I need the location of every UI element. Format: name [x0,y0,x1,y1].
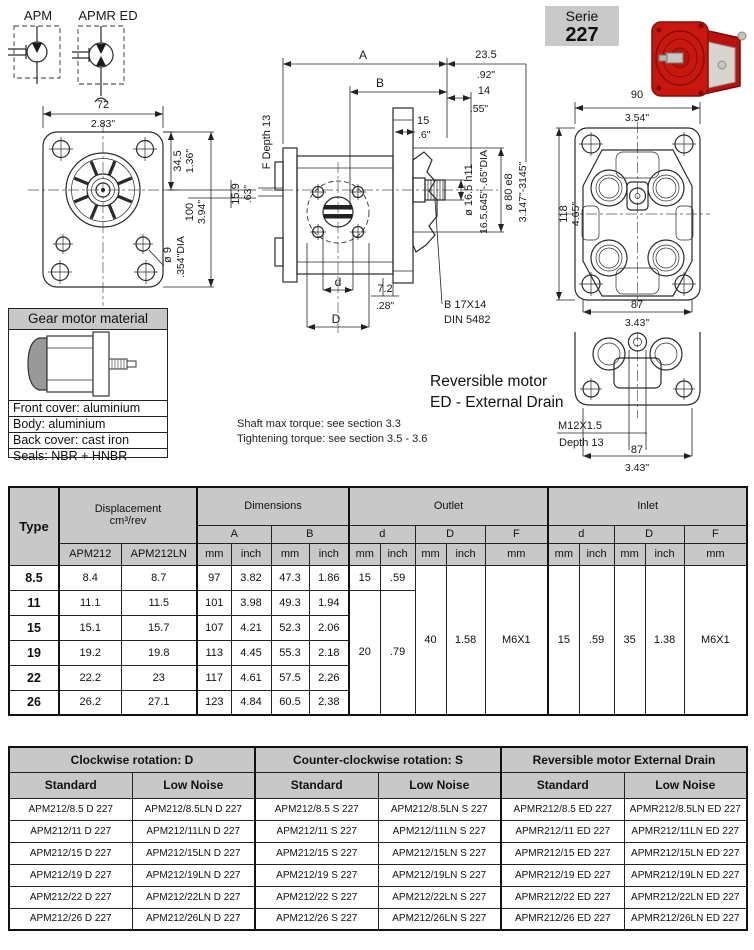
spec-cell: 4.61 [231,665,271,690]
spec-cell: 15 [548,565,579,715]
dim-len3-mm: 15 [417,115,430,127]
spec-cell: 2.38 [309,690,349,715]
spec-header-outlet-F: F [485,525,548,543]
model-cell: APMR212/26LN ED 227 [624,908,747,930]
spec-cell: 3.82 [231,565,271,590]
model-cell: APM212/8.5LN S 227 [378,798,501,820]
spec-cell: 15.7 [121,615,197,640]
model-table [8,746,748,931]
unit-inch: inch [380,543,415,565]
spec-header-outlet: Outlet [349,487,548,525]
spec-cell: 8.7 [121,565,197,590]
spec-header-apm212ln: APM212LN [121,543,197,565]
reversible-motor-line1: Reversible motor [430,373,548,390]
apmr-flow-arrow-down-icon [96,44,106,54]
model-cell: APM212/15LN D 227 [132,842,255,864]
spec-cell: 4.21 [231,615,271,640]
material-row: Back cover: cast iron [9,433,167,449]
model-cell: APMR212/11 ED 227 [501,820,624,842]
spec-cell: .59 [579,565,614,715]
spec-header-type: Type [9,487,59,565]
spec-cell: 8.4 [59,565,121,590]
dim-len1-in: .92" [476,69,496,81]
model-sub-lownoise: Low Noise [624,772,747,798]
dim-front-h2-mm: 100 [184,202,196,222]
dim-B: B [375,76,385,90]
model-row [9,886,747,908]
spec-cell: 1.38 [645,565,684,715]
spec-cell: 15.1 [59,615,121,640]
dim-back-bolt-mm: 87 [630,299,644,311]
spec-cell: 22.2 [59,665,121,690]
dim-drain-bolt-mm: 87 [630,444,644,456]
front-cover-profile [283,148,297,282]
spec-cell: M6X1 [684,565,747,715]
spec-cell: 1.58 [446,565,485,715]
spec-cell: .79 [380,590,415,715]
spec-cell: 55.3 [271,640,309,665]
model-cell: APM212/22LN S 227 [378,886,501,908]
dim-pilot-in: 3.147"-3145" [517,161,529,223]
spec-cell: 11.5 [121,590,197,615]
model-cell: APM212/22 D 227 [9,886,132,908]
model-cell: APM212/26 S 227 [255,908,378,930]
model-cell: APMR212/22 ED 227 [501,886,624,908]
spec-cell: M6X1 [485,565,548,715]
serie-badge-text: Serie [565,8,599,24]
model-cell: APM212/26LN D 227 [132,908,255,930]
spec-header-inlet-D: D [614,525,684,543]
spec-cell: 35 [614,565,645,715]
unit-mm: mm [548,543,579,565]
dim-front-width-mm: 72 [96,99,110,111]
dim-front-h1-mm: 34.5 [172,150,184,172]
model-sub-standard: Standard [9,772,132,798]
model-cell: APMR212/22LN ED 227 [624,886,747,908]
front-view-drawing [28,92,258,312]
torque-notes [237,417,497,447]
spec-row [9,565,747,590]
spec-cell: 40 [415,565,446,715]
model-cell: APM212/22LN D 227 [132,886,255,908]
unit-mm: mm [271,543,309,565]
model-cell: APMR212/11LN ED 227 [624,820,747,842]
spec-cell: 20 [349,590,380,715]
serie-number: 227 [565,24,599,46]
model-cell: APMR212/8.5 ED 227 [501,798,624,820]
model-cell: APM212/19LN S 227 [378,864,501,886]
model-cell: APM212/19 S 227 [255,864,378,886]
model-cell: APM212/11LN D 227 [132,820,255,842]
dim-back-bolt-in: 3.43" [624,317,650,329]
dim-front-h1-in: 1.36" [184,148,196,174]
drain-depth-label: Depth 13 [559,437,604,449]
dim-d: d [334,275,342,289]
spec-cell: 60.5 [271,690,309,715]
drain-thread-label: M12X1.5 [558,420,603,432]
spec-cell: .59 [380,565,415,590]
unit-inch: inch [231,543,271,565]
model-row [9,908,747,930]
spec-cell: 19.2 [59,640,121,665]
unit-inch: inch [579,543,614,565]
spec-cell: 3.98 [231,590,271,615]
model-group-cw: Clockwise rotation: D [9,747,255,772]
back-view-drawing [552,86,752,330]
model-cell: APM212/15LN S 227 [378,842,501,864]
spec-cell: 11 [9,590,59,615]
spec-cell: 22 [9,665,59,690]
dim-pilot-mm: ø 80 e8 [503,173,515,211]
spec-header-inlet-d: d [548,525,614,543]
model-row [9,798,747,820]
side-view-drawing [258,42,550,342]
dim-back-width-in: 3.54" [624,112,650,124]
model-sub-standard: Standard [255,772,378,798]
dim-back-height-mm: 118 [558,205,570,223]
spec-cell: 8.5 [9,565,59,590]
model-sub-lownoise: Low Noise [378,772,501,798]
spec-cell: 27.1 [121,690,197,715]
unit-mm: mm [349,543,380,565]
spec-cell: 1.86 [309,565,349,590]
dim-len2-in: .55" [469,103,489,115]
material-box-title: Gear motor material [9,309,167,330]
unit-mm: mm [684,543,747,565]
dim-shaft-mm: ø 16.5 h11 [463,164,475,216]
model-sub-lownoise: Low Noise [132,772,255,798]
spec-header-A: A [197,525,271,543]
model-cell: APMR212/15 ED 227 [501,842,624,864]
dim-shaft-in: 16.5.645"-.65"DIA [478,150,490,234]
model-cell: APMR212/26 ED 227 [501,908,624,930]
dim-front-h2-in: 3.94" [196,199,208,225]
unit-mm: mm [197,543,231,565]
model-cell: APMR212/19LN ED 227 [624,864,747,886]
model-cell: APMR212/15LN ED 227 [624,842,747,864]
spec-cell: 2.26 [309,665,349,690]
model-cell: APM212/19LN D 227 [132,864,255,886]
model-group-row [9,747,747,772]
material-row: Seals: NBR + HNBR [13,449,128,463]
spec-cell: 15 [349,565,380,590]
unit-mm: mm [614,543,645,565]
spec-cell: 4.84 [231,690,271,715]
model-row [9,820,747,842]
model-cell: APMR212/19 ED 227 [501,864,624,886]
spec-header-outlet-D: D [415,525,485,543]
note-tightening-torque: Tightening torque: see section 3.5 - 3.6 [237,433,428,445]
unit-mm: mm [415,543,446,565]
rear-flange-profile [393,108,413,283]
model-subheader-row [9,772,747,798]
dim-len2-mm: 14 [477,85,491,97]
spec-header-apm212: APM212 [59,543,121,565]
dim-len3-in: .6" [418,129,431,141]
apm-flow-arrow-icon [32,43,42,53]
spec-header-inlet-F: F [684,525,747,543]
drain-view-drawing [552,332,752,480]
spec-cell: 15 [9,615,59,640]
dim-drain-bolt-in: 3.43" [624,462,650,474]
model-cell: APM212/15 S 227 [255,842,378,864]
spec-header-displacement: Displacement cm³/rev [59,487,197,543]
spec-cell: 26 [9,690,59,715]
serie-badge [545,6,619,46]
spec-cell: 47.3 [271,565,309,590]
spec-cell: 49.3 [271,590,309,615]
unit-inch: inch [645,543,684,565]
model-cell: APM212/22 S 227 [255,886,378,908]
model-cell: APM212/26 D 227 [9,908,132,930]
spec-cell: 52.3 [271,615,309,640]
model-cell: APM212/11 S 227 [255,820,378,842]
dim-front-hole-mm: ø 9 [162,247,174,263]
dim-front-h3-in: .63" [242,184,254,204]
dim-front-hole-in: .354"DIA [175,236,187,278]
spec-cell: 107 [197,615,231,640]
dim-front-h3-mm: 15.9 [230,183,242,205]
material-box [8,308,168,463]
spec-cell: 97 [197,565,231,590]
spec-cell: 2.06 [309,615,349,640]
spline-spec-line1: B 17X14 [444,299,487,311]
spec-cell: 117 [197,665,231,690]
spec-cell: 1.94 [309,590,349,615]
model-sub-standard: Standard [501,772,624,798]
dim-len1-mm: 23.5 [475,49,497,61]
spec-cell: 2.18 [309,640,349,665]
note-shaft-torque: Shaft max torque: see section 3.3 [237,418,401,430]
spec-header-B: B [271,525,349,543]
spec-table [8,486,748,716]
model-cell: APM212/8.5LN D 227 [132,798,255,820]
dim-back-height-in: 4.65" [570,201,582,227]
model-row [9,864,747,886]
dim-A: A [358,48,368,62]
material-row: Front cover: aluminium [9,401,167,417]
apmr-flow-arrow-up-icon [96,56,106,66]
spec-cell: 101 [197,590,231,615]
spec-header-dimensions: Dimensions [197,487,349,525]
model-cell: APM212/19 D 227 [9,864,132,886]
dim-front-width-in: 2.83" [90,118,116,130]
dim-D: D [331,312,341,326]
spec-cell: 123 [197,690,231,715]
spec-header-row [9,487,747,525]
model-cell: APM212/8.5 S 227 [255,798,378,820]
apm-label: APM [23,8,53,23]
model-cell: APM212/26LN S 227 [378,908,501,930]
unit-inch: inch [446,543,485,565]
apmr-label: APMR ED [78,8,138,23]
model-cell: APMR212/8.5LN ED 227 [624,798,747,820]
spec-cell: 11.1 [59,590,121,615]
model-cell: APM212/11 D 227 [9,820,132,842]
model-group-rev: Reversible motor External Drain [501,747,747,772]
unit-mm: mm [485,543,548,565]
apm-symbol-drawing [8,6,72,106]
model-row [9,842,747,864]
spec-cell: 19 [9,640,59,665]
model-group-ccw: Counter-clockwise rotation: S [255,747,501,772]
material-row: Body: aluminium [9,417,167,433]
spec-cell: 23 [121,665,197,690]
model-cell: APM212/11LN S 227 [378,820,501,842]
spec-cell: 26.2 [59,690,121,715]
model-cell: APM212/15 D 227 [9,842,132,864]
reversible-motor-line2: ED - External Drain [430,394,564,411]
dim-f-port: F Depth 13 [261,114,273,170]
spec-cell: 19.8 [121,640,197,665]
spec-cell: 113 [197,640,231,665]
reversible-motor-label [430,371,564,413]
spec-unit-row [9,543,747,565]
material-box-image [9,330,167,401]
dim-len4-mm: 7.2 [377,283,393,295]
spec-header-outlet-d: d [349,525,415,543]
model-cell: APM212/8.5 D 227 [9,798,132,820]
dim-len4-in: .28" [375,300,395,312]
dim-back-width-mm: 90 [630,89,644,101]
unit-inch: inch [309,543,349,565]
spec-cell: 57.5 [271,665,309,690]
spec-header-inlet: Inlet [548,487,747,525]
motor-section-drawing [9,330,166,399]
spec-cell: 4.45 [231,640,271,665]
spline-spec-line2: DIN 5482 [444,314,491,326]
